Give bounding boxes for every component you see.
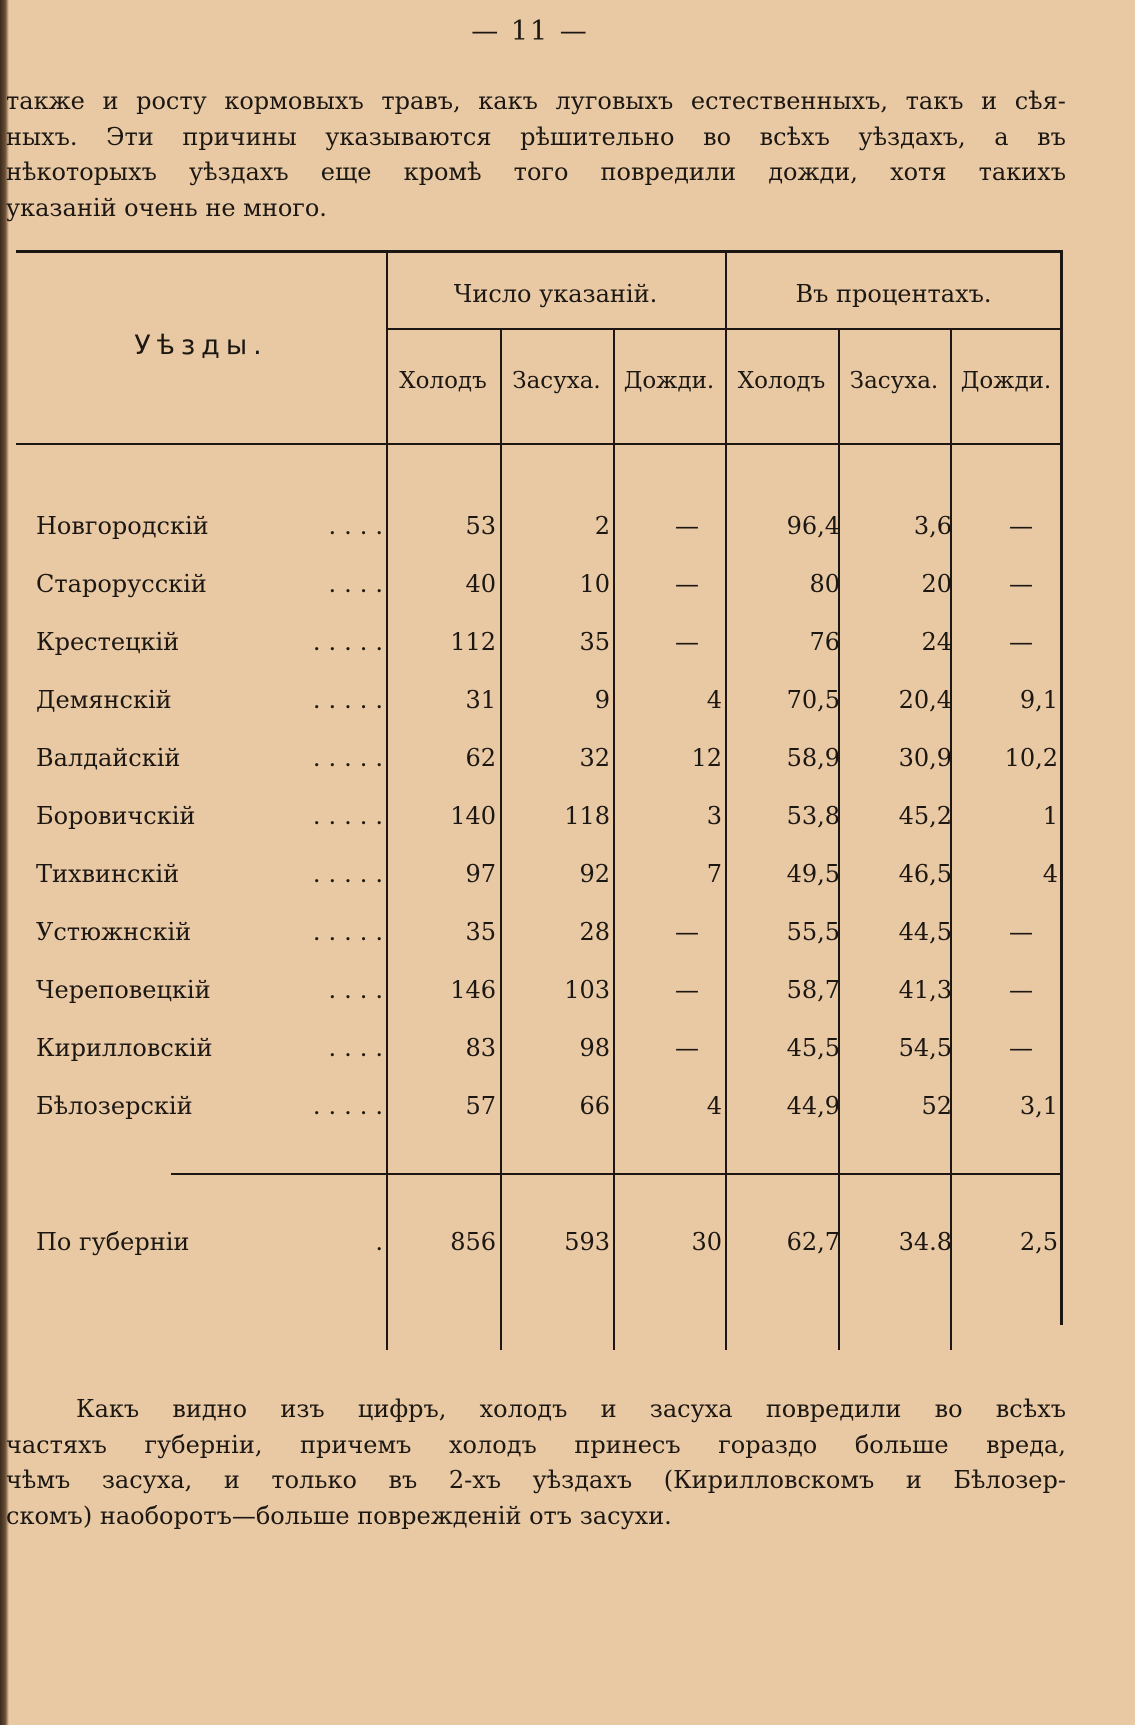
word: дожди, <box>768 158 858 186</box>
paragraph-line: указаній очень не много. <box>6 193 327 222</box>
percent-drought-cell: 44,5 <box>898 918 952 946</box>
percent-cold-header: Холодъ <box>737 368 826 394</box>
damage-table <box>16 250 1062 1350</box>
percent-drought-cell: 52 <box>921 1092 952 1120</box>
paragraph-line <box>6 84 1066 120</box>
percent-cold-cell: 76 <box>809 628 840 656</box>
count-drought-cell: 10 <box>579 570 610 598</box>
count-rain-header: Дожди. <box>623 368 715 394</box>
percent-rain-cell: — <box>1009 512 1033 540</box>
count-drought-cell: 28 <box>579 918 610 946</box>
count-rain-cell: 4 <box>706 686 722 714</box>
district-name: По губерніи <box>36 1228 190 1256</box>
word: ныхъ. <box>6 122 78 151</box>
percent-rain-cell: 2,5 <box>1019 1228 1058 1256</box>
leader-dots: . <box>375 1228 391 1256</box>
count-group-header: Число указаній. <box>453 280 658 308</box>
count-drought-cell: 92 <box>579 860 610 888</box>
word: цифръ, <box>357 1395 447 1423</box>
percent-rain-cell: — <box>1009 628 1033 656</box>
table-row <box>16 918 1062 958</box>
word: холодъ <box>449 1430 537 1459</box>
word: гораздо <box>718 1430 818 1459</box>
word: нѣкоторыхъ <box>6 158 157 186</box>
percent-rain-cell: — <box>1009 976 1033 1004</box>
word: засуха, <box>101 1466 193 1494</box>
district-name: Тихвинскій <box>36 860 180 888</box>
word: (Кирилловскомъ <box>663 1466 875 1494</box>
count-cold-header: Холодъ <box>399 368 487 394</box>
district-name-cell <box>36 802 391 830</box>
word: Бѣлозер- <box>953 1466 1066 1494</box>
district-name-cell <box>36 976 391 1004</box>
word: причемъ <box>300 1430 412 1459</box>
percent-drought-cell: 46,5 <box>898 860 952 888</box>
leader-dots: ..... <box>312 918 391 946</box>
district-name-cell <box>36 686 391 714</box>
word: и <box>981 87 998 115</box>
word: видно <box>172 1395 248 1423</box>
word: и <box>600 1395 617 1423</box>
word: Какъ <box>76 1395 140 1423</box>
word: указываются <box>325 122 492 151</box>
word: рѣшительно <box>520 122 675 151</box>
percent-cold-cell: 70,5 <box>786 686 840 714</box>
percent-rain-cell: 3,1 <box>1019 1092 1058 1120</box>
table-row <box>16 628 1062 668</box>
percent-cold-cell: 55,5 <box>786 918 840 946</box>
percent-drought-cell: 54,5 <box>898 1034 952 1062</box>
total-row <box>16 1228 1062 1268</box>
count-cold-cell: 40 <box>465 570 496 598</box>
district-name: Боровичскій <box>36 802 196 830</box>
percent-rain-cell: — <box>1009 918 1033 946</box>
count-drought-cell: 98 <box>579 1034 610 1062</box>
word: луговыхъ <box>555 87 674 115</box>
count-cold-cell: 57 <box>465 1092 496 1120</box>
table-row <box>16 512 1062 552</box>
table-row <box>16 802 1062 842</box>
percent-drought-cell: 3,6 <box>913 512 952 540</box>
district-name-cell <box>36 628 391 656</box>
count-cold-cell: 62 <box>465 744 496 772</box>
percent-drought-cell: 34.8 <box>898 1228 952 1256</box>
district-name: Крестецкій <box>36 628 180 656</box>
word: причины <box>182 122 297 151</box>
percent-rain-cell: 4 <box>1042 860 1058 888</box>
leader-dots: ..... <box>312 628 391 656</box>
district-name-cell <box>36 570 391 598</box>
bottom-paragraph <box>6 1392 1066 1534</box>
word: въ <box>1037 122 1066 151</box>
leader-dots: .... <box>328 976 391 1004</box>
count-rain-cell: — <box>675 512 699 540</box>
word: росту <box>136 87 207 115</box>
paragraph-line <box>6 155 1066 191</box>
district-name-cell <box>36 1034 391 1062</box>
count-rain-cell: — <box>675 628 699 656</box>
paragraph-line <box>6 120 1066 156</box>
count-cold-cell: 35 <box>465 918 496 946</box>
word: кромѣ <box>403 158 482 186</box>
count-cold-cell: 97 <box>465 860 496 888</box>
count-cold-cell: 856 <box>450 1228 496 1256</box>
word: а <box>994 122 1009 151</box>
percent-drought-cell: 20 <box>921 570 952 598</box>
word: Эти <box>106 122 154 151</box>
percent-cold-cell: 49,5 <box>786 860 840 888</box>
district-column-header: Уѣзды. <box>134 330 268 361</box>
leader-dots: ..... <box>312 860 391 888</box>
count-rain-cell: — <box>675 1034 699 1062</box>
word: повредили <box>765 1395 902 1423</box>
district-name-cell <box>36 744 391 772</box>
percent-cold-cell: 45,5 <box>786 1034 840 1062</box>
word: только <box>271 1466 357 1494</box>
count-drought-cell: 66 <box>579 1092 610 1120</box>
word: сѣя- <box>1014 87 1066 115</box>
word: во <box>703 122 732 151</box>
count-drought-header: Засуха. <box>512 368 601 394</box>
word: травъ, <box>381 87 461 115</box>
count-drought-cell: 35 <box>579 628 610 656</box>
percent-cold-cell: 44,9 <box>786 1092 840 1120</box>
word: принесъ <box>574 1430 681 1459</box>
district-name-cell <box>36 860 391 888</box>
count-drought-cell: 32 <box>579 744 610 772</box>
word: и <box>223 1466 240 1494</box>
district-name-cell <box>36 1228 391 1256</box>
count-rain-cell: 30 <box>691 1228 722 1256</box>
leader-dots: ..... <box>312 744 391 772</box>
count-cold-cell: 140 <box>450 802 496 830</box>
percent-drought-cell: 45,2 <box>898 802 952 830</box>
district-name: Кирилловскій <box>36 1034 213 1062</box>
paragraph-line <box>6 1428 1066 1464</box>
leader-dots: .... <box>328 512 391 540</box>
word: и <box>905 1466 922 1494</box>
percent-cold-cell: 58,9 <box>786 744 840 772</box>
paragraph-line <box>6 1392 1066 1428</box>
page-number: — 11 — <box>471 16 589 47</box>
percent-cold-cell: 53,8 <box>786 802 840 830</box>
percent-cold-cell: 96,4 <box>786 512 840 540</box>
top-paragraph <box>6 84 1066 226</box>
count-drought-cell: 2 <box>594 512 610 540</box>
word: еще <box>320 158 372 186</box>
word: также <box>6 87 85 115</box>
word: уѣздахъ <box>189 158 289 186</box>
leader-dots: .... <box>328 570 391 598</box>
word: какъ <box>478 87 538 115</box>
count-drought-cell: 118 <box>564 802 610 830</box>
word: уѣздахъ, <box>858 122 966 151</box>
percent-drought-cell: 30,9 <box>898 744 952 772</box>
percent-group-header: Въ процентахъ. <box>795 280 992 308</box>
percent-cold-cell: 80 <box>809 570 840 598</box>
table-row <box>16 976 1062 1016</box>
word: больше <box>854 1430 949 1459</box>
word: засуха <box>649 1395 733 1423</box>
district-name: Устюжнскій <box>36 918 192 946</box>
table-row <box>16 1092 1062 1132</box>
district-name-cell <box>36 918 391 946</box>
percent-rain-header: Дожди. <box>960 368 1052 394</box>
word: уѣздахъ <box>532 1466 633 1494</box>
paragraph-line <box>6 1463 1066 1499</box>
count-rain-cell: — <box>675 570 699 598</box>
percent-cold-cell: 62,7 <box>786 1228 840 1256</box>
percent-drought-cell: 41,3 <box>898 976 952 1004</box>
word: вреда, <box>986 1430 1066 1459</box>
district-name: Череповецкій <box>36 976 211 1004</box>
count-rain-cell: — <box>675 976 699 1004</box>
word: хотя <box>890 158 947 186</box>
word: во <box>934 1395 963 1423</box>
count-cold-cell: 31 <box>465 686 496 714</box>
percent-drought-cell: 24 <box>921 628 952 656</box>
count-rain-cell: — <box>675 918 699 946</box>
word: кормовыхъ <box>224 87 364 115</box>
word: холодъ <box>479 1395 568 1423</box>
percent-rain-cell: 9,1 <box>1019 686 1058 714</box>
leader-dots: .... <box>328 1034 391 1062</box>
table-row <box>16 686 1062 726</box>
percent-rain-cell: 1 <box>1042 802 1058 830</box>
percent-drought-header: Засуха. <box>849 368 939 394</box>
word: чѣмъ <box>6 1466 71 1494</box>
word: того <box>513 158 569 186</box>
table-row <box>16 1034 1062 1074</box>
count-rain-cell: 4 <box>706 1092 722 1120</box>
leader-dots: ..... <box>312 1092 391 1120</box>
table-row <box>16 744 1062 784</box>
count-drought-cell: 103 <box>564 976 610 1004</box>
count-rain-cell: 7 <box>706 860 722 888</box>
leader-dots: ..... <box>312 802 391 830</box>
district-name-cell <box>36 512 391 540</box>
leader-dots: ..... <box>312 686 391 714</box>
word: изъ <box>280 1395 325 1423</box>
district-name: Демянскій <box>36 686 172 714</box>
count-drought-cell: 9 <box>594 686 610 714</box>
word: всѣхъ <box>759 122 830 151</box>
word: всѣхъ <box>995 1395 1066 1423</box>
count-rain-cell: 3 <box>706 802 722 830</box>
percent-cold-cell: 58,7 <box>786 976 840 1004</box>
word: естественныхъ, <box>690 87 888 115</box>
district-name-cell <box>36 1092 391 1120</box>
table-row <box>16 570 1062 610</box>
paragraph-line: скомъ) наоборотъ—больше поврежденій отъ засухи. <box>6 1501 672 1530</box>
word: повредили <box>600 158 737 186</box>
percent-rain-cell: — <box>1009 570 1033 598</box>
percent-drought-cell: 20,4 <box>898 686 952 714</box>
count-rain-cell: 12 <box>691 744 722 772</box>
word: губерніи, <box>144 1430 263 1459</box>
table-row <box>16 860 1062 900</box>
district-name: Старорусскій <box>36 570 207 598</box>
count-drought-cell: 593 <box>564 1228 610 1256</box>
count-cold-cell: 146 <box>450 976 496 1004</box>
district-name: Новгородскій <box>36 512 209 540</box>
district-name: Бѣлозерскій <box>36 1092 193 1120</box>
count-cold-cell: 112 <box>450 628 496 656</box>
word: частяхъ <box>6 1430 107 1459</box>
count-cold-cell: 83 <box>465 1034 496 1062</box>
word: такихъ <box>978 158 1066 186</box>
percent-rain-cell: 10,2 <box>1004 744 1058 772</box>
word: 2-хъ <box>448 1466 501 1494</box>
percent-rain-cell: — <box>1009 1034 1033 1062</box>
count-cold-cell: 53 <box>465 512 496 540</box>
word: въ <box>388 1466 418 1494</box>
word: такъ <box>905 87 964 115</box>
district-name: Валдайскій <box>36 744 181 772</box>
word: и <box>102 87 119 115</box>
